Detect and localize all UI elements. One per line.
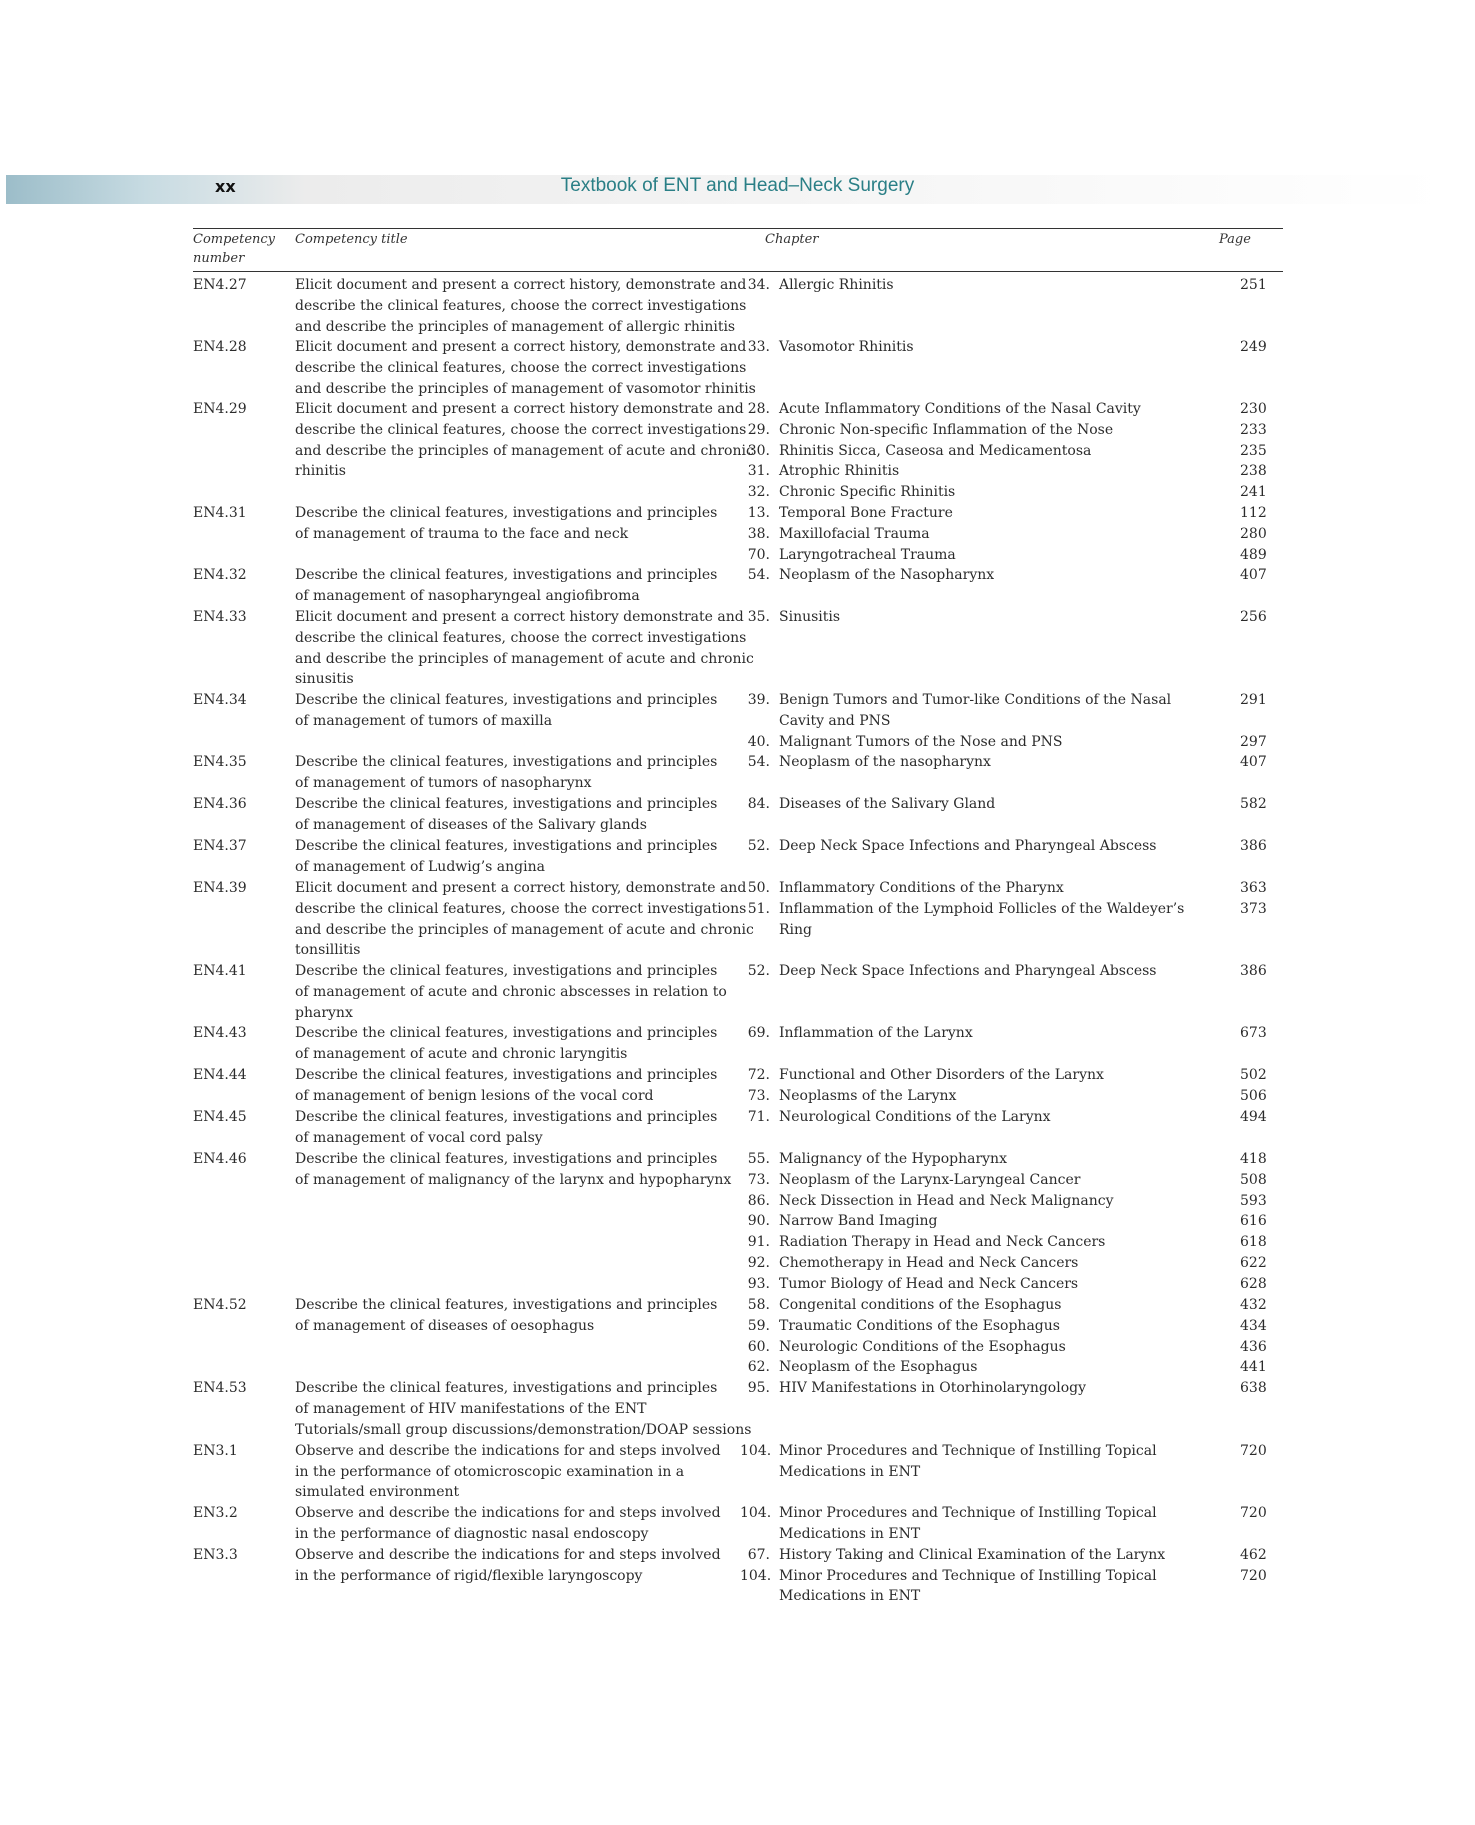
- chapter-number: 38.: [747, 525, 770, 542]
- chapter-entry: [740, 337, 1280, 358]
- chapter-title: Malignant Tumors of the Nose and PNS: [779, 733, 1063, 750]
- chapter-list: [740, 399, 1280, 503]
- chapter-number: 32.: [747, 484, 770, 501]
- chapter-number: 52.: [747, 838, 770, 854]
- chapter-list: [740, 607, 1280, 628]
- chapter-entry: [740, 1545, 1280, 1566]
- chapter-entry: [740, 1149, 1280, 1170]
- chapter-title: Atrophic Rhinitis: [779, 463, 900, 480]
- chapter-number: 51.: [747, 900, 770, 917]
- chapter-title: Minor Procedures and Technique of Instilling Topical Medications in ENT: [779, 1567, 1157, 1605]
- chapter-number: 95.: [747, 1380, 770, 1396]
- chapter-page: 436: [1240, 1338, 1267, 1355]
- table-top-rule: [193, 228, 1283, 229]
- column-header-title: Competency title: [295, 232, 408, 247]
- chapter-title: Sinusitis: [779, 609, 841, 625]
- table-header-rule: [193, 271, 1283, 272]
- chapter-number: 52.: [747, 963, 770, 979]
- chapter-number: 35.: [747, 609, 770, 625]
- chapter-page: 720: [1240, 1504, 1267, 1521]
- chapter-entry: [740, 1316, 1280, 1337]
- session-rows: [0, 1441, 1475, 1607]
- competency-rows: [0, 275, 1475, 1420]
- chapter-entry: [740, 482, 1280, 503]
- chapter-entry: [740, 1503, 1280, 1545]
- chapter-title: Chronic Specific Rhinitis: [779, 484, 956, 501]
- chapter-title: Malignancy of the Hypopharynx: [779, 1151, 1007, 1167]
- chapter-entry: [740, 1295, 1280, 1316]
- chapter-entry: [740, 794, 1280, 815]
- chapter-entry: [740, 690, 1280, 732]
- chapter-number: 40.: [747, 733, 770, 750]
- competency-number: EN4.43: [193, 1025, 247, 1041]
- chapter-entry: [740, 752, 1280, 773]
- chapter-page: 280: [1240, 525, 1267, 542]
- chapter-title: Neurological Conditions of the Larynx: [779, 1109, 1051, 1125]
- chapter-number: 73.: [747, 1087, 770, 1104]
- competency-number: EN4.46: [193, 1151, 247, 1167]
- chapter-number: 104.: [740, 1567, 772, 1584]
- chapter-entry: [740, 1566, 1280, 1608]
- chapter-number: 55.: [747, 1151, 770, 1167]
- chapter-title: Acute Inflammatory Conditions of the Nasal Cavity: [779, 401, 1141, 417]
- chapter-entry: [740, 1086, 1280, 1107]
- chapter-number: 104.: [740, 1442, 772, 1459]
- chapter-page: 494: [1240, 1109, 1267, 1125]
- chapter-page: 638: [1240, 1380, 1267, 1396]
- chapter-entry: [740, 836, 1280, 857]
- chapter-list: [740, 690, 1280, 752]
- chapter-title: Narrow Band Imaging: [779, 1213, 938, 1230]
- table-row: [0, 1503, 1475, 1545]
- chapter-title: History Taking and Clinical Examination of the Larynx: [779, 1546, 1166, 1563]
- table-row: [0, 1545, 1475, 1607]
- table-row: [0, 1065, 1475, 1107]
- competency-title: Describe the clinical features, investigations and principles of management of Ludwig’s angina: [295, 838, 718, 875]
- chapter-page: 628: [1240, 1275, 1267, 1292]
- chapter-entry: [740, 1211, 1280, 1232]
- chapter-entry: [740, 441, 1280, 462]
- chapter-page: 251: [1240, 277, 1267, 293]
- competency-title: Describe the clinical features, investigations and principles of management of tumors of nasopharynx: [295, 754, 718, 791]
- table-row: [0, 1149, 1475, 1295]
- chapter-entry: [740, 1191, 1280, 1212]
- chapter-title: Chemotherapy in Head and Neck Cancers: [779, 1254, 1079, 1271]
- chapter-title: Allergic Rhinitis: [779, 277, 894, 293]
- competency-number: EN4.45: [193, 1109, 247, 1125]
- competency-title: Describe the clinical features, investigations and principles of management of nasopharyngeal angiofibroma: [295, 567, 718, 604]
- chapter-number: 13.: [747, 505, 770, 521]
- chapter-number: 69.: [747, 1025, 770, 1041]
- chapter-title: Vasomotor Rhinitis: [779, 339, 914, 355]
- table-row: [0, 1023, 1475, 1065]
- competency-title: Describe the clinical features, investigations and principles of management of trauma to the face and neck: [295, 505, 718, 542]
- chapter-title: Diseases of the Salivary Gland: [779, 796, 996, 812]
- chapter-list: [740, 1378, 1280, 1399]
- table-row: [0, 503, 1475, 565]
- table-row: [0, 1295, 1475, 1378]
- chapter-title: Neck Dissection in Head and Neck Malignancy: [779, 1192, 1114, 1209]
- chapter-entry: [740, 1253, 1280, 1274]
- table-row: [0, 1378, 1475, 1420]
- table-row: [0, 690, 1475, 752]
- chapter-page: 616: [1240, 1213, 1267, 1230]
- chapter-title: Deep Neck Space Infections and Pharyngeal Abscess: [779, 838, 1157, 854]
- chapter-title: Deep Neck Space Infections and Pharyngeal Abscess: [779, 963, 1157, 979]
- chapter-entry: [740, 565, 1280, 586]
- chapter-list: [740, 1023, 1280, 1044]
- competency-title: Elicit document and present a correct history demonstrate and describe the clinical features, choose the correct investigations and describe the principles of management of acute and chronic sinusitis: [295, 609, 754, 688]
- table-row: [0, 752, 1475, 794]
- chapter-entry: [740, 732, 1280, 753]
- chapter-title: Temporal Bone Fracture: [779, 505, 953, 521]
- competency-number: EN4.41: [193, 963, 247, 979]
- chapter-page: 386: [1240, 838, 1267, 854]
- chapter-list: [740, 503, 1280, 565]
- chapter-entry: [740, 607, 1280, 628]
- chapter-page: 720: [1240, 1442, 1267, 1459]
- competency-number: EN4.34: [193, 692, 247, 708]
- chapter-page: 235: [1240, 442, 1267, 459]
- competency-title: Observe and describe the indications for and steps involved in the performance of diagnostic nasal endoscopy: [295, 1504, 721, 1542]
- competency-number: EN4.39: [193, 880, 247, 896]
- competency-number: EN3.1: [193, 1442, 238, 1459]
- chapter-page: 508: [1240, 1171, 1267, 1188]
- chapter-entry: [740, 399, 1280, 420]
- chapter-title: Neoplasms of the Larynx: [779, 1087, 957, 1104]
- table-row: [0, 794, 1475, 836]
- chapter-entry: [740, 420, 1280, 441]
- chapter-title: Traumatic Conditions of the Esophagus: [779, 1317, 1060, 1334]
- chapter-list: [740, 1149, 1280, 1295]
- chapter-page: 238: [1240, 463, 1267, 480]
- column-header-number: Competency number: [193, 232, 276, 266]
- chapter-title: Neoplasm of the nasopharynx: [779, 754, 991, 770]
- chapter-number: 70.: [747, 546, 770, 563]
- page-number: xx: [215, 177, 236, 196]
- chapter-entry: [740, 1337, 1280, 1358]
- chapter-number: 92.: [747, 1254, 770, 1271]
- competency-title: Describe the clinical features, investigations and principles of management of vocal cord palsy: [295, 1109, 718, 1146]
- book-title: Textbook of ENT and Head–Neck Surgery: [560, 175, 915, 196]
- chapter-number: 58.: [747, 1297, 770, 1313]
- competency-number: EN4.27: [193, 277, 247, 293]
- chapter-list: [740, 337, 1280, 358]
- chapter-entry: [740, 1232, 1280, 1253]
- chapter-list: [740, 565, 1280, 586]
- chapter-number: 31.: [747, 463, 770, 480]
- chapter-page: 502: [1240, 1067, 1267, 1083]
- competency-title: Observe and describe the indications for and steps involved in the performance of rigid/flexible laryngoscopy: [295, 1546, 721, 1584]
- chapter-entry: [740, 524, 1280, 545]
- chapter-list: [740, 794, 1280, 815]
- chapter-page: 407: [1240, 567, 1267, 583]
- chapter-number: 104.: [740, 1504, 772, 1521]
- table-row: [0, 275, 1475, 337]
- chapter-title: Congenital conditions of the Esophagus: [779, 1297, 1062, 1313]
- competency-number: EN4.44: [193, 1067, 247, 1083]
- chapter-number: 86.: [747, 1192, 770, 1209]
- chapter-page: 241: [1240, 484, 1267, 501]
- table-row: [0, 836, 1475, 878]
- chapter-entry: [740, 961, 1280, 982]
- chapter-title: Neoplasm of the Nasopharynx: [779, 567, 995, 583]
- competency-number: EN4.37: [193, 838, 247, 854]
- competency-number: EN3.3: [193, 1546, 238, 1563]
- column-header-page: Page: [1219, 232, 1251, 247]
- chapter-number: 93.: [747, 1275, 770, 1292]
- chapter-page: 297: [1240, 733, 1267, 750]
- chapter-entry: [740, 1170, 1280, 1191]
- chapter-page: 506: [1240, 1087, 1267, 1104]
- competency-table-body: [0, 275, 1475, 1607]
- chapter-entry: [740, 1441, 1280, 1483]
- chapter-title: Functional and Other Disorders of the Larynx: [779, 1067, 1104, 1083]
- chapter-page: 489: [1240, 546, 1267, 563]
- chapter-title: Laryngotracheal Trauma: [779, 546, 956, 563]
- chapter-title: Benign Tumors and Tumor-like Conditions of the Nasal Cavity and PNS: [779, 692, 1172, 729]
- chapter-number: 84.: [747, 796, 770, 812]
- chapter-number: 28.: [747, 401, 770, 417]
- competency-title: Describe the clinical features, investigations and principles of management of diseases of the Salivary glands: [295, 796, 718, 833]
- table-row: [0, 961, 1475, 1023]
- chapter-entry: [740, 899, 1280, 941]
- chapter-title: Neoplasm of the Larynx-Laryngeal Cancer: [779, 1171, 1081, 1188]
- chapter-entry: [740, 503, 1280, 524]
- competency-number: EN4.52: [193, 1297, 247, 1313]
- chapter-number: 60.: [747, 1338, 770, 1355]
- competency-title: Describe the clinical features, investigations and principles of management of benign lesions of the vocal cord: [295, 1067, 718, 1104]
- chapter-title: Inflammatory Conditions of the Pharynx: [779, 880, 1064, 896]
- chapter-page: 673: [1240, 1025, 1267, 1041]
- chapter-page: 418: [1240, 1151, 1267, 1167]
- chapter-page: 407: [1240, 754, 1267, 770]
- chapter-list: [740, 878, 1280, 940]
- competency-title: Describe the clinical features, investigations and principles of management of HIV manifestations of the ENT: [295, 1380, 718, 1417]
- chapter-title: Rhinitis Sicca, Caseosa and Medicamentosa: [779, 442, 1092, 459]
- chapter-number: 33.: [747, 339, 770, 355]
- chapter-entry: [740, 1274, 1280, 1295]
- chapter-list: [740, 752, 1280, 773]
- competency-number: EN4.33: [193, 609, 247, 625]
- chapter-page: 432: [1240, 1297, 1267, 1313]
- chapter-page: 434: [1240, 1317, 1267, 1334]
- chapter-title: HIV Manifestations in Otorhinolaryngology: [779, 1380, 1087, 1396]
- chapter-list: [740, 961, 1280, 982]
- competency-number: EN4.53: [193, 1380, 247, 1396]
- chapter-page: 582: [1240, 796, 1267, 812]
- competency-title: Describe the clinical features, investigations and principles of management of diseases of oesophagus: [295, 1297, 718, 1334]
- table-row: [0, 607, 1475, 690]
- competency-number: EN4.28: [193, 339, 247, 355]
- chapter-list: [740, 1441, 1280, 1483]
- chapter-page: 720: [1240, 1567, 1267, 1584]
- chapter-title: Inflammation of the Lymphoid Follicles of the Waldeyer’s Ring: [779, 900, 1185, 938]
- table-row: [0, 1441, 1475, 1503]
- table-row: [0, 565, 1475, 607]
- competency-number: EN4.32: [193, 567, 247, 583]
- chapter-number: 73.: [747, 1171, 770, 1188]
- chapter-list: [740, 275, 1280, 296]
- chapter-entry: [740, 545, 1280, 566]
- chapter-list: [740, 1545, 1280, 1607]
- chapter-page: 112: [1240, 505, 1267, 521]
- chapter-number: 67.: [747, 1546, 770, 1563]
- chapter-entry: [740, 1357, 1280, 1378]
- competency-title: Describe the clinical features, investigations and principles of management of acute and chronic laryngitis: [295, 1025, 718, 1062]
- chapter-number: 39.: [747, 692, 770, 708]
- chapter-entry: [740, 1065, 1280, 1086]
- chapter-page: 386: [1240, 963, 1267, 979]
- chapter-title: Minor Procedures and Technique of Instilling Topical Medications in ENT: [779, 1504, 1157, 1542]
- chapter-number: 34.: [747, 277, 770, 293]
- chapter-entry: [740, 1023, 1280, 1044]
- chapter-page: 363: [1240, 880, 1267, 896]
- competency-title: Elicit document and present a correct history demonstrate and describe the clinical features, choose the correct investigations and describe the principles of management of acute and chronic rhinitis: [295, 401, 754, 480]
- chapter-number: 29.: [747, 421, 770, 438]
- chapter-entry: [740, 275, 1280, 296]
- competency-number: EN4.31: [193, 505, 247, 521]
- table-row: [0, 1107, 1475, 1149]
- chapter-page: 256: [1240, 609, 1267, 625]
- chapter-page: 373: [1240, 900, 1267, 917]
- chapter-number: 50.: [747, 880, 770, 896]
- chapter-title: Neurologic Conditions of the Esophagus: [779, 1338, 1066, 1355]
- chapter-list: [740, 1065, 1280, 1107]
- chapter-title: Minor Procedures and Technique of Instilling Topical Medications in ENT: [779, 1442, 1157, 1480]
- chapter-title: Maxillofacial Trauma: [779, 525, 930, 542]
- competency-title: Elicit document and present a correct history, demonstrate and describe the clinical features, choose the correct investigations and describe the principles of management of vasomotor rhinitis: [295, 339, 756, 397]
- chapter-entry: [740, 1107, 1280, 1128]
- competency-title: Elicit document and present a correct history, demonstrate and describe the clinical features, choose the correct investigations and describe the principles of management of allergic rhinitis: [295, 277, 747, 335]
- chapter-title: Chronic Non-specific Inflammation of the Nose: [779, 421, 1114, 438]
- column-header-chapter: Chapter: [765, 232, 819, 247]
- chapter-title: Neoplasm of the Esophagus: [779, 1359, 978, 1376]
- chapter-page: 618: [1240, 1234, 1267, 1251]
- competency-number: EN4.36: [193, 796, 247, 812]
- chapter-number: 54.: [747, 754, 770, 770]
- competency-number: EN3.2: [193, 1504, 238, 1521]
- chapter-number: 71.: [747, 1109, 770, 1125]
- chapter-page: 622: [1240, 1254, 1267, 1271]
- chapter-page: 291: [1240, 692, 1267, 708]
- table-row: [0, 399, 1475, 503]
- competency-title: Elicit document and present a correct history, demonstrate and describe the clinical features, choose the correct investigations and describe the principles of management of acute and chronic tonsillitis: [295, 880, 754, 959]
- chapter-title: Tumor Biology of Head and Neck Cancers: [779, 1275, 1079, 1292]
- chapter-page: 441: [1240, 1359, 1267, 1376]
- competency-title: Describe the clinical features, investigations and principles of management of malignancy of the larynx and hypopharynx: [295, 1151, 732, 1188]
- competency-title: Describe the clinical features, investigations and principles of management of tumors of maxilla: [295, 692, 718, 729]
- competency-title: Describe the clinical features, investigations and principles of management of acute and chronic abscesses in relation to pharynx: [295, 963, 727, 1021]
- chapter-number: 30.: [747, 442, 770, 459]
- session-heading: Tutorials/small group discussions/demonstration/DOAP sessions: [295, 1422, 752, 1438]
- chapter-list: [740, 1107, 1280, 1128]
- chapter-list: [740, 836, 1280, 857]
- competency-title: Observe and describe the indications for and steps involved in the performance of otomicroscopic examination in a simulated environment: [295, 1442, 721, 1501]
- competency-number: EN4.35: [193, 754, 247, 770]
- chapter-entry: [740, 461, 1280, 482]
- table-row: [0, 337, 1475, 399]
- chapter-list: [740, 1503, 1280, 1545]
- chapter-entry: [740, 878, 1280, 899]
- chapter-page: 249: [1240, 339, 1267, 355]
- chapter-entry: [740, 1378, 1280, 1399]
- chapter-page: 230: [1240, 401, 1267, 417]
- chapter-number: 59.: [747, 1317, 770, 1334]
- competency-number: EN4.29: [193, 401, 247, 417]
- chapter-number: 90.: [747, 1213, 770, 1230]
- chapter-number: 54.: [747, 567, 770, 583]
- chapter-number: 72.: [747, 1067, 770, 1083]
- chapter-title: Inflammation of the Larynx: [779, 1025, 973, 1041]
- chapter-page: 593: [1240, 1192, 1267, 1209]
- chapter-number: 91.: [747, 1234, 770, 1251]
- chapter-list: [740, 1295, 1280, 1378]
- chapter-title: Radiation Therapy in Head and Neck Cancers: [779, 1234, 1106, 1251]
- chapter-page: 462: [1240, 1546, 1267, 1563]
- table-row: [0, 878, 1475, 961]
- chapter-number: 62.: [747, 1359, 770, 1376]
- chapter-page: 233: [1240, 421, 1267, 438]
